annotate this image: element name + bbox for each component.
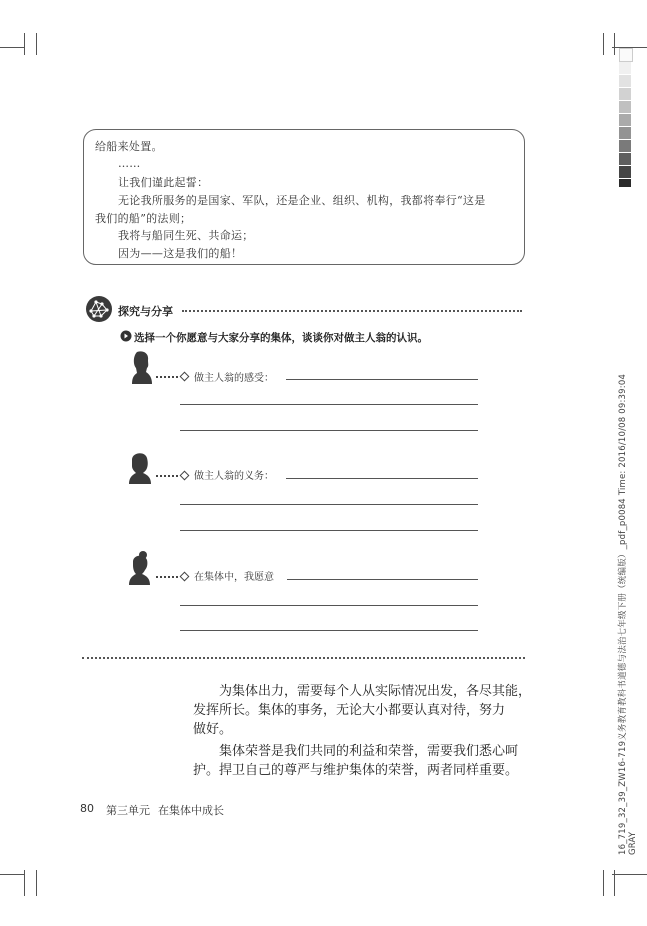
page-number: 80 (80, 802, 94, 815)
quote-line: 让我们谨此起誓： (118, 176, 209, 189)
crop-mark (24, 33, 25, 55)
answer-line[interactable] (286, 379, 478, 380)
print-metadata (616, 374, 628, 855)
girl-silhouette-icon (126, 550, 154, 586)
answer-line[interactable] (180, 630, 478, 631)
connector-dots (156, 376, 178, 378)
connector-dots (156, 475, 178, 477)
answer-line[interactable] (180, 430, 478, 431)
section-end-divider (82, 657, 525, 659)
quote-line: 给船来处置。 (95, 140, 163, 153)
crop-mark (614, 870, 615, 896)
row-label: 在集体中，我愿意 (194, 572, 274, 583)
arrow-bullet-icon (120, 330, 132, 342)
diamond-marker (180, 471, 190, 481)
quote-line: …… (118, 157, 141, 170)
diamond-marker (180, 572, 190, 582)
gray-label: GRAY (628, 831, 638, 855)
unit-title: 在集体中成长 (158, 804, 224, 817)
crop-mark (0, 47, 25, 48)
row-label: 做主人翁的义务： (194, 471, 274, 482)
section-title: 探究与分享 (118, 305, 173, 318)
answer-line[interactable] (286, 478, 478, 479)
crop-mark (614, 33, 615, 55)
crop-mark (0, 874, 25, 875)
crop-mark (36, 870, 37, 896)
activity-prompt: 选择一个你愿意与大家分享的集体，谈谈你对做主人翁的认识。 (134, 332, 428, 344)
body-paragraph-line: 为集体出力，需要每个人从实际情况出发，各尽其能， (219, 684, 532, 699)
crop-mark (603, 870, 604, 896)
quote-line: 我将与船同生死、共命运； (118, 229, 254, 242)
answer-line[interactable] (287, 579, 478, 580)
quote-line: 因为——这是我们的船！ (118, 247, 243, 260)
answer-line[interactable] (180, 504, 478, 505)
answer-line[interactable] (180, 605, 478, 606)
quote-line: 我们的船”的法则； (95, 212, 192, 225)
unit-label: 第三单元 (106, 804, 150, 817)
explore-share-icon (84, 294, 114, 324)
connector-dots (156, 576, 178, 578)
body-paragraph-line: 护。捍卫自己的尊严与维护集体的荣誉，两者同样重要。 (193, 763, 519, 778)
crop-mark (612, 874, 647, 875)
crop-mark (24, 870, 25, 896)
print-metadata-line: 16_719_32_39_ZW16-719义务教育教科书道德与法治七年级下册（统编版）_pdf_p0084 Time: 2016/10/08 09:39:04 (618, 373, 628, 855)
body-paragraph-line: 做好。 (193, 722, 233, 737)
quote-line: 无论我所服务的是国家、军队，还是企业、组织、机构，我都将奉行“这是 (118, 194, 486, 207)
print-metadata-gray (628, 832, 638, 855)
answer-line[interactable] (180, 404, 478, 405)
section-divider (182, 310, 522, 312)
crop-mark (603, 33, 604, 55)
body-paragraph-line: 发挥所长。集体的事务，无论大小都要认真对待，努力 (193, 703, 506, 718)
crop-mark (36, 33, 37, 55)
diamond-marker (180, 372, 190, 382)
body-paragraph-line: 集体荣誉是我们共同的利益和荣誉，需要我们悉心呵 (219, 744, 519, 759)
woman-silhouette-icon (126, 451, 154, 485)
answer-line[interactable] (180, 530, 478, 531)
man-silhouette-icon (128, 350, 154, 386)
row-label: 做主人翁的感受： (194, 373, 274, 384)
